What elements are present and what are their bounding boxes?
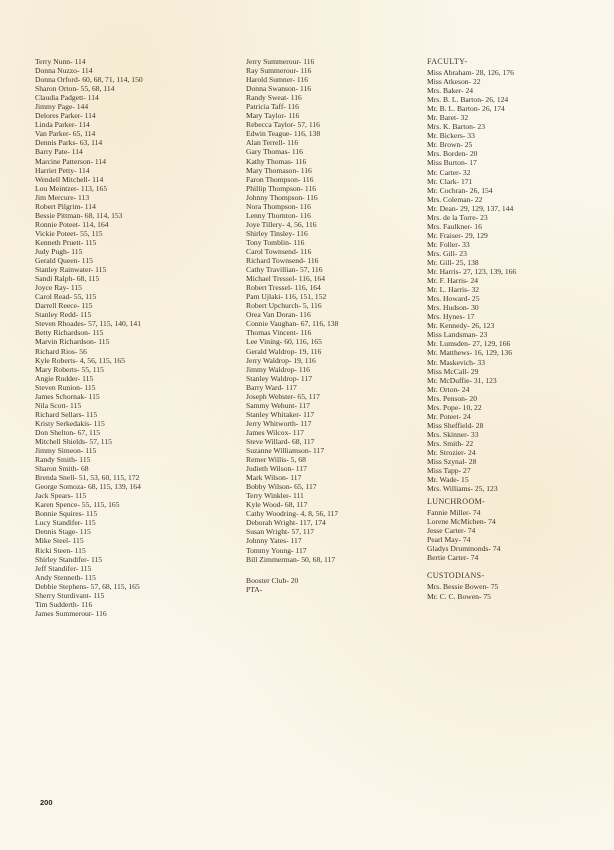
index-entry: Johnny Thompson- 116 xyxy=(246,192,318,202)
index-entry: Mr. Foller- 33 xyxy=(427,239,470,249)
index-entry: Angie Rudder- 115 xyxy=(35,373,94,383)
index-entry: Mrs. Bessie Bowen- 75 xyxy=(427,582,499,592)
lunchroom-heading: LUNCHROOM- xyxy=(427,497,486,507)
index-entry: Jimmy Simeon- 115 xyxy=(35,446,97,456)
index-entry: Mrs. Skinner- 33 xyxy=(427,429,479,439)
index-entry: Lenny Thornton- 116 xyxy=(246,210,311,220)
index-entry: George Somoza- 68, 115, 139, 164 xyxy=(35,482,141,492)
index-entry: Mr. Orton- 24 xyxy=(427,384,470,394)
index-entry: Mary Thomason- 116 xyxy=(246,165,312,175)
custodians-list xyxy=(427,582,607,600)
faculty-heading: FACULTY- xyxy=(427,57,468,66)
index-entry: Mitchell Shields- 57, 115 xyxy=(35,436,112,446)
index-entry: Robert Pilgrim- 114 xyxy=(35,201,96,211)
index-entry: Lou Meintzer- 113, 165 xyxy=(35,183,108,193)
index-entry: Debbie Stephens- 57, 68, 115, 165 xyxy=(35,581,140,591)
index-entry: Mr. Fraiser- 29, 129 xyxy=(427,230,488,240)
index-entry: Miss Atkeson- 22 xyxy=(427,77,481,87)
index-entry: Faron Thompson- 116 xyxy=(246,174,314,184)
index-entry: Orea Van Doran- 116 xyxy=(246,310,311,320)
index-entry: Mrs. Hudson- 30 xyxy=(427,303,479,313)
index-entry: Mr. L. Harris- 32 xyxy=(427,285,480,295)
page-number: 200 xyxy=(40,798,53,807)
index-entry: Bessie Pittman- 68, 114, 153 xyxy=(35,210,123,220)
index-entry: Mike Steel- 115 xyxy=(35,536,84,546)
index-entry: Van Parker- 65, 114 xyxy=(35,129,96,139)
index-entry: Jerry Waldrop- 19, 116 xyxy=(246,355,316,365)
index-entry: Stanley Redd- 115 xyxy=(35,310,92,320)
index-entry: Mr. Bickers- 33 xyxy=(427,131,475,141)
index-entry: Steven Rhoades- 57, 115, 140, 141 xyxy=(35,319,142,329)
index-entry: Judy Pugh- 115 xyxy=(35,246,83,256)
index-entry: Shirley Standifer- 115 xyxy=(35,554,103,564)
index-entry: Remer Willis- 5, 68 xyxy=(246,455,306,465)
index-entry: Jerry Summerour- 116 xyxy=(246,57,315,66)
index-entry: Mr. C. C. Bowen- 75 xyxy=(427,591,491,601)
index-entry: Mr. Brown- 25 xyxy=(427,140,473,150)
index-column-3 xyxy=(427,57,607,601)
index-entry: Donna Swanson- 116 xyxy=(246,84,312,94)
index-entry: Harriet Petty- 114 xyxy=(35,165,90,175)
index-entry: Connie Vaughan- 67, 116, 138 xyxy=(246,319,339,329)
index-entry: Robert Upchurch- 5, 116 xyxy=(246,301,322,311)
index-entry: Mrs. Pope- 10, 22 xyxy=(427,402,482,412)
index-entry: Deborah Wright- 117, 174 xyxy=(246,518,326,528)
index-entry: Jesse Carter- 74 xyxy=(427,526,476,536)
index-entry: Shirley Tinsley- 116 xyxy=(246,228,308,238)
index-entry: Miss Sheffield- 28 xyxy=(427,420,484,430)
index-entry: Bertie Carter- 74 xyxy=(427,553,479,563)
index-entry: Mr. Dean- 29, 129, 137, 144 xyxy=(427,203,514,213)
index-entry: Bill Zimmerman- 50, 68, 117 xyxy=(246,554,336,564)
index-entry: Alan Terrell- 116 xyxy=(246,138,299,148)
index-entry: Booster Club- 20 xyxy=(246,576,299,585)
index-entry: Terry Winkler- 111 xyxy=(246,491,304,501)
index-entry: Sherry Sturdivant- 115 xyxy=(35,590,105,600)
index-entry: Randy Sweat- 116 xyxy=(246,93,302,103)
index-entry: Phillip Thompson- 116 xyxy=(246,183,317,193)
index-entry: PTA- xyxy=(246,585,263,595)
index-entry: Gerald Waldrop- 19, 116 xyxy=(246,346,322,356)
index-entry: Nora Thompson- 116 xyxy=(246,201,311,211)
index-entry: Patricia Taff- 116 xyxy=(246,102,299,112)
index-entry: Mrs. Hynes- 17 xyxy=(427,312,475,322)
index-entry: Gary Thomas- 116 xyxy=(246,147,303,157)
index-column-1 xyxy=(35,57,230,618)
index-entry: Jim Mercure- 113 xyxy=(35,192,90,202)
index-entry: Mrs. Gill- 23 xyxy=(427,248,467,258)
index-entry: Mr. Poteet- 24 xyxy=(427,411,471,421)
index-column-2 xyxy=(246,57,426,564)
index-entry: Linda Parker- 114 xyxy=(35,120,90,130)
index-entry: Marvin Richardson- 115 xyxy=(35,337,110,347)
index-entry: Mr. Strozier- 24 xyxy=(427,447,476,457)
index-entry: Wendell Mitchell- 114 xyxy=(35,174,104,184)
index-entry: Mrs. B. L. Barton- 26, 124 xyxy=(427,95,509,105)
index-entry: Mr. Lumsden- 27, 129, 166 xyxy=(427,339,511,349)
index-entry: Mrs. Coleman- 22 xyxy=(427,194,483,204)
index-entry: Mr. B. L. Barton- 26, 174 xyxy=(427,104,505,114)
index-entry: Don Shelton- 67, 115 xyxy=(35,427,101,437)
index-entry: Bonnie Squires- 115 xyxy=(35,509,98,519)
index-entry: Mr. Baret- 32 xyxy=(427,113,469,123)
index-entry: Miss McCall- 29 xyxy=(427,366,479,376)
index-entry: Bobby Wilson- 65, 117 xyxy=(246,482,317,492)
index-entry: Terry Nunn- 114 xyxy=(35,57,86,66)
index-entry: Miss Landsman- 23 xyxy=(427,330,488,340)
index-entry: Jeff Standifer- 115 xyxy=(35,563,92,573)
index-entry: Joseph Webster- 65, 117 xyxy=(246,391,320,401)
index-entry: Harold Sumner- 116 xyxy=(246,75,308,85)
index-entry: Ronnie Poteet- 114, 164 xyxy=(35,219,109,229)
index-entry: Kyle Wood- 68, 117 xyxy=(246,500,308,510)
index-entry: Stanley Whitaker- 117 xyxy=(246,409,315,419)
index-entry: Jimmy Waldrop- 116 xyxy=(246,364,310,374)
index-entry: Mr. Harris- 27, 123, 139, 166 xyxy=(427,267,517,277)
index-entry: Fannie Miller- 74 xyxy=(427,508,481,518)
index-entry: Sammy Wehunt- 117 xyxy=(246,400,310,410)
index-entry: Mr. Maskevich- 33 xyxy=(427,357,485,367)
index-entry: Lee Vining- 60, 116, 165 xyxy=(246,337,322,347)
index-entry: Suzanne Williamson- 117 xyxy=(246,446,325,456)
index-entry: Mrs. de la Torre- 23 xyxy=(427,212,488,222)
index-entry: Mary Taylor- 116 xyxy=(246,111,300,121)
index-entry: Mrs. Faulkner- 16 xyxy=(427,221,482,231)
index-entry: Johnny Yates- 117 xyxy=(246,536,302,546)
index-entry: Mrs. Penson- 20 xyxy=(427,393,477,403)
index-entry: Judieth Wilson- 117 xyxy=(246,464,307,474)
index-entry: Mark Wilson- 117 xyxy=(246,473,302,483)
index-entry: Vickie Poteet- 55, 115 xyxy=(35,228,103,238)
index-entry: Gladys Drummonds- 74 xyxy=(427,544,501,554)
index-entry: Jack Spears- 115 xyxy=(35,491,87,501)
index-entry: Lucy Standifer- 115 xyxy=(35,518,96,528)
index-entry: Tony Tomblin- 116 xyxy=(246,237,305,247)
index-entry: Jerry Whitworth- 117 xyxy=(246,418,312,428)
index-entry: Ray Summerour- 116 xyxy=(246,66,312,76)
index-entry: Ricki Steen- 115 xyxy=(35,545,86,555)
index-entry: Mr. Clark- 171 xyxy=(427,176,473,186)
index-entry: Kyle Roberts- 4, 56, 115, 165 xyxy=(35,355,125,365)
index-entry: Michael Tressel- 116, 164 xyxy=(246,274,326,284)
index-entry: Stanley Rainwater- 115 xyxy=(35,265,107,275)
index-column-2-extra xyxy=(246,576,298,594)
index-entry: Lorene McMichen- 74 xyxy=(427,517,496,527)
index-entry: Stanley Waldrop- 117 xyxy=(246,373,313,383)
index-entry: Mr. Matthews- 16, 129, 136 xyxy=(427,348,513,358)
index-entry: Sandi Ralph- 68, 115 xyxy=(35,274,100,284)
index-entry: Rebecca Taylor- 57, 116 xyxy=(246,120,320,130)
index-entry: Sharon Smith- 68 xyxy=(35,464,89,474)
index-entry: Mrs. Howard- 25 xyxy=(427,294,480,304)
index-entry: Marcine Patterson- 114 xyxy=(35,156,106,166)
index-entry: Claudia Padgett- 114 xyxy=(35,93,99,103)
index-entry: Mrs. Borden- 20 xyxy=(427,149,478,159)
index-entry: Mr. Cochran- 26, 154 xyxy=(427,185,493,195)
index-entry: Mr. Carter- 32 xyxy=(427,167,471,177)
index-entry: Andy Stenneth- 115 xyxy=(35,572,96,582)
index-entry: Kristy Serkedakis- 115 xyxy=(35,418,105,428)
index-entry: Susan Wright- 57, 117 xyxy=(246,527,315,537)
index-entry: Mrs. K. Barton- 23 xyxy=(427,122,486,132)
index-entry: Tim Sudderth- 116 xyxy=(35,599,93,609)
index-entry: Joye Tillery- 4, 56, 116 xyxy=(246,219,317,229)
index-entry: Mr. Wade- 15 xyxy=(427,475,469,485)
faculty-list xyxy=(427,68,607,493)
index-entry: Richard Sellars- 115 xyxy=(35,409,98,419)
lunchroom-list xyxy=(427,508,607,562)
index-entry: Richard Townsend- 116 xyxy=(246,256,319,266)
index-entry: James Wilcox- 117 xyxy=(246,427,304,437)
index-entry: Miss Abraham- 28, 126, 176 xyxy=(427,68,514,77)
index-entry: Barry Ward- 117 xyxy=(246,382,297,392)
index-entry: Mrs. Smith- 22 xyxy=(427,438,474,448)
index-entry: Cathy Travillian- 57, 116 xyxy=(246,265,323,275)
index-entry: Carol Townsend- 116 xyxy=(246,246,312,256)
index-entry: Mr. McDuffie- 31, 123 xyxy=(427,375,497,385)
index-entry: James Summerour- 116 xyxy=(35,608,107,618)
index-entry: Gerald Queen- 115 xyxy=(35,256,93,266)
index-entry: Sharon Orton- 55, 68, 114 xyxy=(35,84,115,94)
index-entry: Donna Nuzzo- 114 xyxy=(35,66,93,76)
index-entry: Thomas Vincent- 116 xyxy=(246,328,312,338)
index-entry: Mrs. Williams- 25, 123 xyxy=(427,484,498,494)
index-entry: Mr. Kennedy- 26, 123 xyxy=(427,321,495,331)
index-entry: Barry Pate- 114 xyxy=(35,147,83,157)
index-entry: Edwin Teague- 116, 138 xyxy=(246,129,321,139)
index-entry: Karen Spence- 55, 115, 165 xyxy=(35,500,120,510)
index-entry: Brenda Snell- 51, 53, 60, 115, 172 xyxy=(35,473,140,483)
index-entry: Kenneth Pruett- 115 xyxy=(35,237,97,247)
index-entry: Randy Smith- 115 xyxy=(35,455,91,465)
index-entry: Donna Orford- 60, 68, 71, 114, 150 xyxy=(35,75,143,85)
index-entry: Pearl May- 74 xyxy=(427,535,471,545)
index-entry: Mr. Gill- 25, 138 xyxy=(427,257,479,267)
index-entry: Cathy Woodring- 4, 8, 56, 117 xyxy=(246,509,339,519)
index-entry: Tommy Young- 117 xyxy=(246,545,307,555)
index-entry: Steve Willard- 68, 117 xyxy=(246,436,315,446)
index-entry: Dennis Stage- 115 xyxy=(35,527,91,537)
index-entry: Dennis Parks- 63, 114 xyxy=(35,138,103,148)
index-entry: Joyce Ray- 115 xyxy=(35,283,82,293)
index-entry: Kathy Thomas- 116 xyxy=(246,156,307,166)
index-entry: Pam Ujlaki- 116, 151, 152 xyxy=(246,292,327,302)
index-entry: Carol Read- 55, 115 xyxy=(35,292,97,302)
index-entry: Mary Roberts- 55, 115 xyxy=(35,364,104,374)
index-entry: Betty Richardson- 115 xyxy=(35,328,104,338)
index-entry: Robert Tressel- 116, 164 xyxy=(246,283,321,293)
index-entry: Steven Runion- 115 xyxy=(35,382,96,392)
index-entry: Miss Szynal- 28 xyxy=(427,457,477,467)
index-entry: Mr. F. Harris- 24 xyxy=(427,276,479,286)
index-entry: Mrs. Baker- 24 xyxy=(427,86,474,96)
index-entry: James Schornak- 115 xyxy=(35,391,100,401)
index-entry: Darrell Reece- 115 xyxy=(35,301,93,311)
index-entry: Richard Rios- 56 xyxy=(35,346,87,356)
index-entry: Nila Scott- 115 xyxy=(35,400,82,410)
custodians-heading: CUSTODIANS- xyxy=(427,571,485,581)
index-entry: Jimmy Page- 144 xyxy=(35,102,89,112)
index-entry: Delores Parker- 114 xyxy=(35,111,96,121)
index-entry: Miss Burton- 17 xyxy=(427,158,477,168)
index-entry: Miss Tapp- 27 xyxy=(427,466,471,476)
